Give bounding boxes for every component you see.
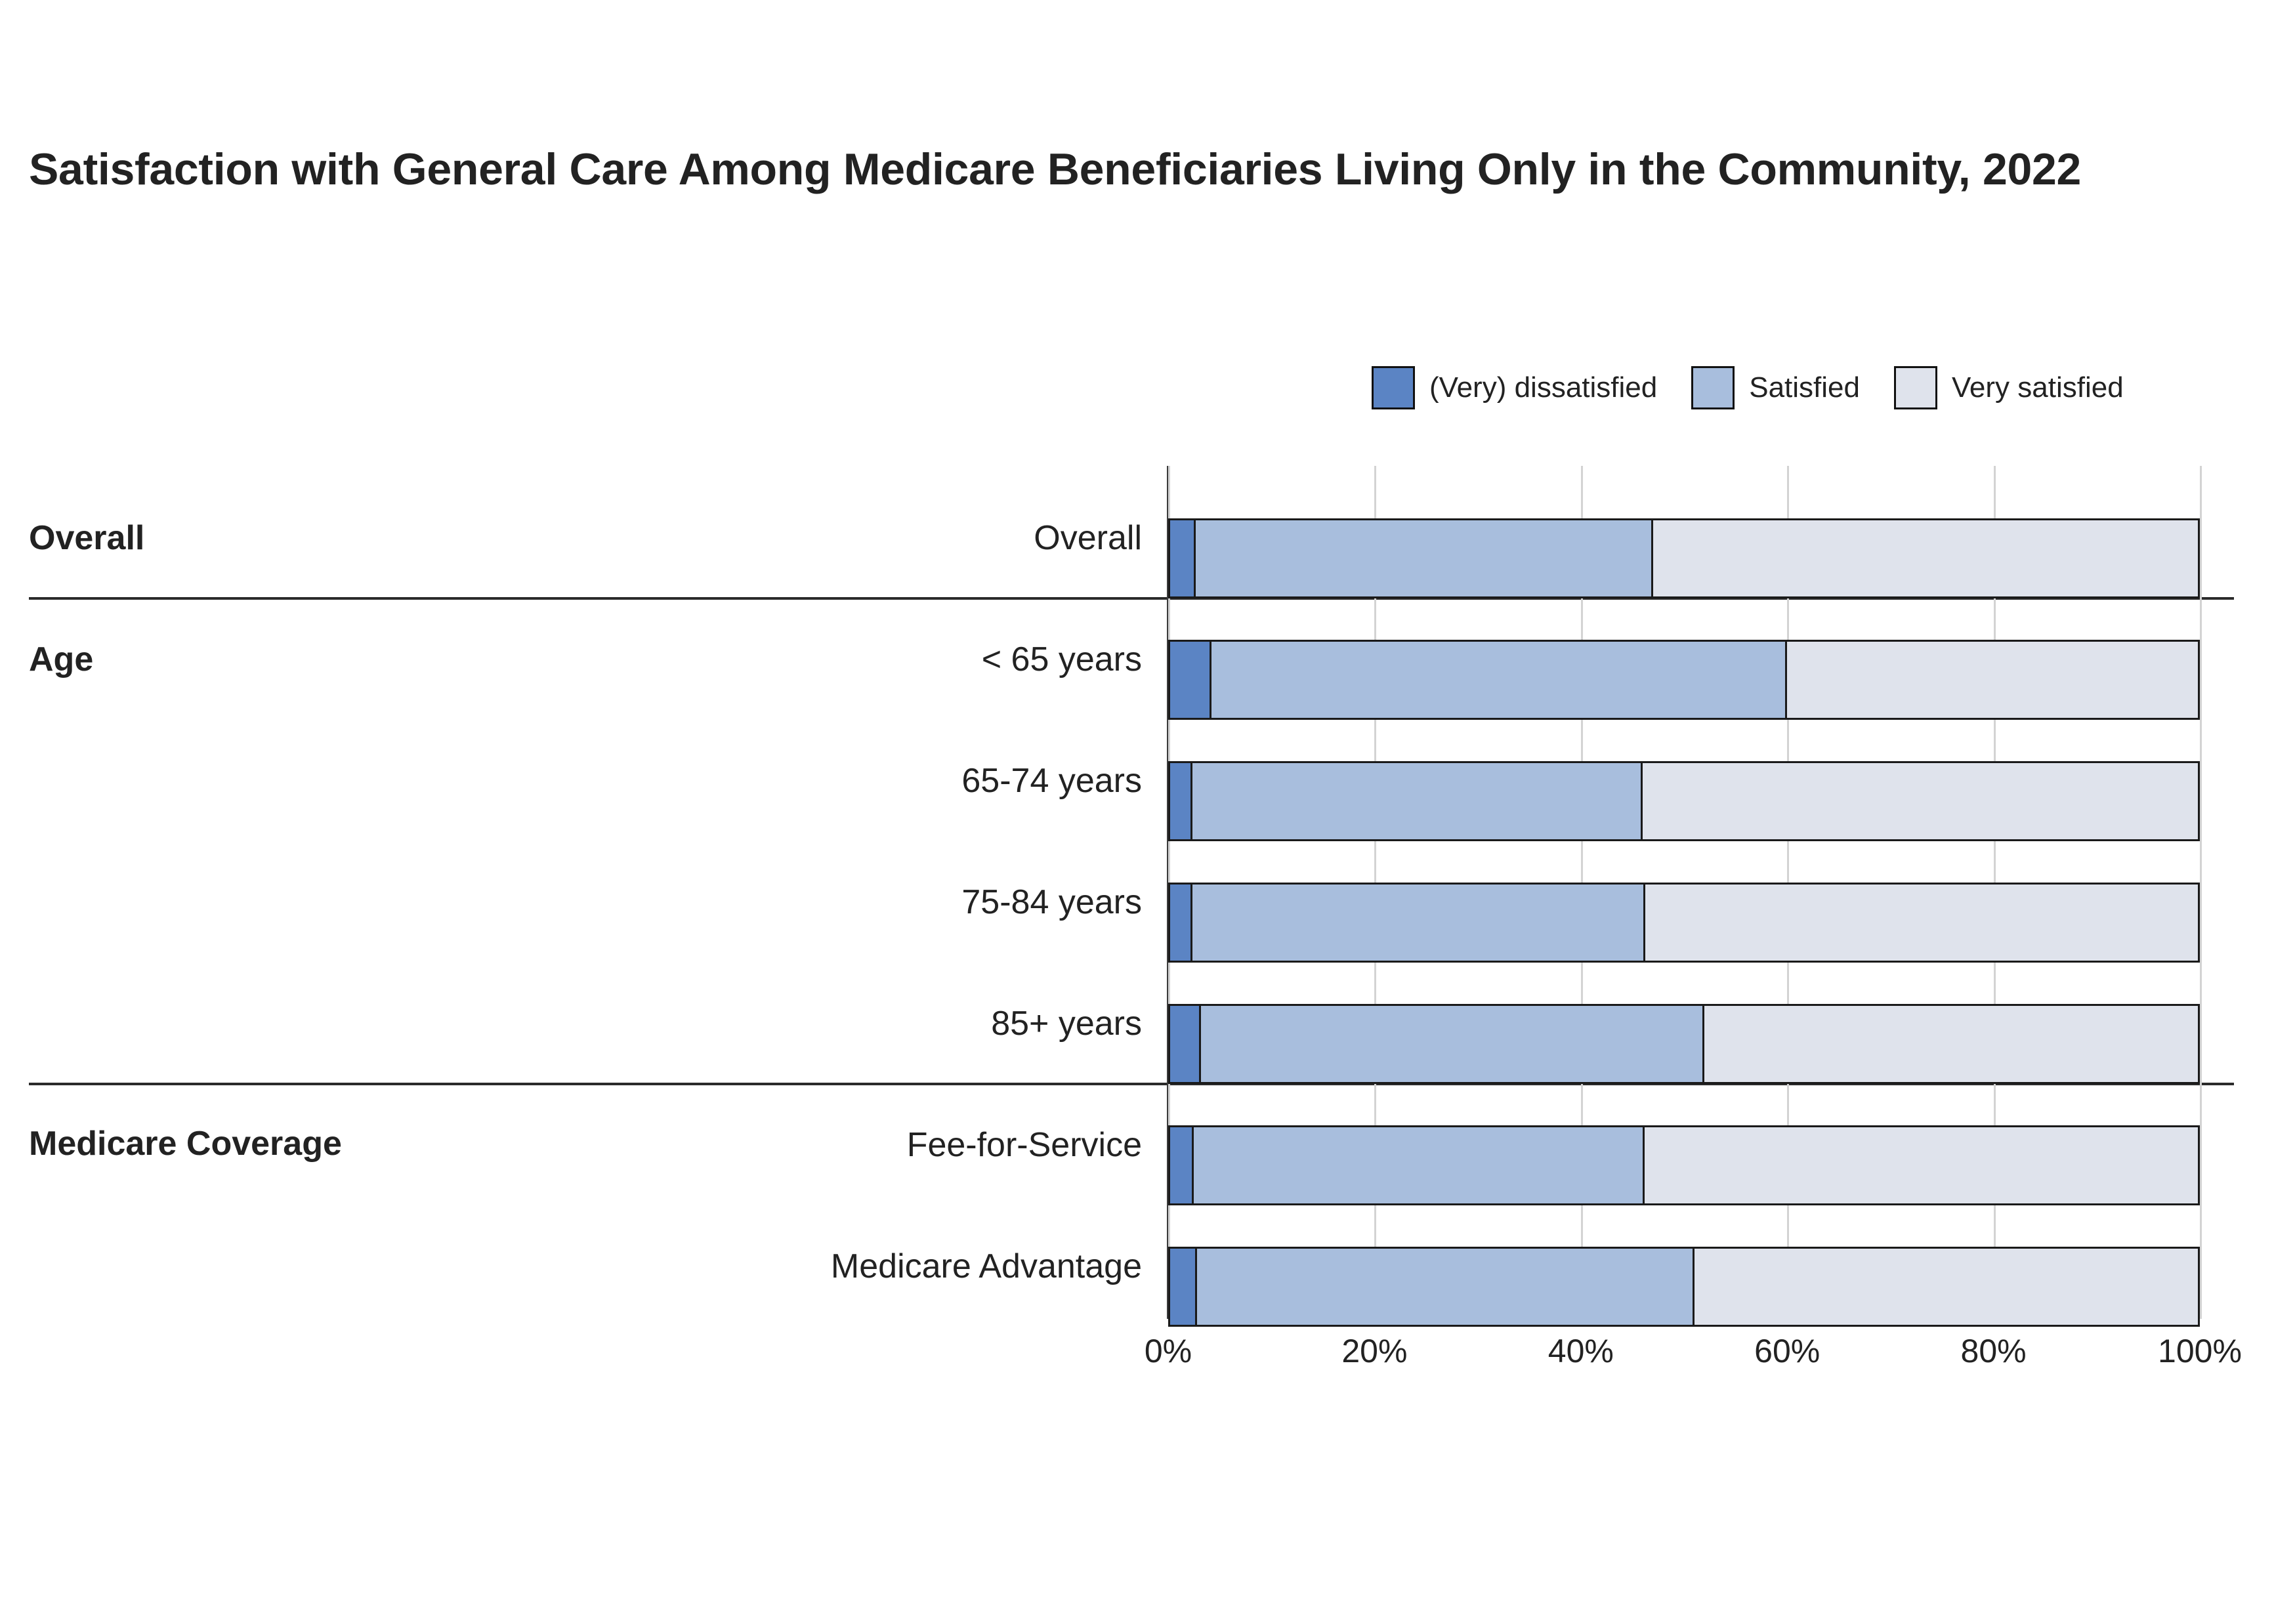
row-label-85-plus: 85+ years — [991, 1005, 1142, 1043]
group-label-medicare-coverage: Medicare Coverage — [29, 1125, 342, 1163]
legend-swatch-icon — [1894, 366, 1937, 409]
bar-segment — [1170, 1006, 1201, 1082]
bar-segment — [1170, 763, 1192, 839]
bar-segment — [1201, 1006, 1704, 1082]
row-label-medicare-advantage: Medicare Advantage — [830, 1247, 1142, 1285]
legend-label: Very satisfied — [1952, 371, 2124, 404]
bar-segment — [1170, 520, 1196, 596]
grid-line — [2200, 466, 2202, 1319]
bar-row — [1168, 1247, 2200, 1327]
bar-segment — [1197, 1249, 1695, 1325]
bar-segment — [1170, 642, 1211, 718]
bar-segment — [1170, 1127, 1194, 1203]
x-tick-label: 80% — [1960, 1333, 2027, 1369]
bar-segment — [1196, 520, 1653, 596]
legend-item-satisfied — [1691, 366, 1860, 409]
bar-segment — [1643, 763, 2198, 839]
x-tick-label: 20% — [1341, 1333, 1408, 1369]
bar-segment — [1211, 642, 1787, 718]
x-tick-label: 40% — [1548, 1333, 1614, 1369]
bar-segment — [1170, 885, 1192, 961]
bar-segment — [1704, 1006, 2198, 1082]
bar-segment — [1787, 642, 2198, 718]
legend-label: (Very) dissatisfied — [1429, 371, 1658, 404]
bar-row — [1168, 640, 2200, 720]
row-label-75-84: 75-84 years — [961, 883, 1142, 921]
plot-area — [1168, 466, 2200, 1319]
bar-segment — [1192, 763, 1643, 839]
legend-item-dissatisfied — [1372, 366, 1657, 409]
bar-segment — [1653, 520, 2198, 596]
bar-segment — [1192, 885, 1645, 961]
row-label-fee-for-service: Fee-for-Service — [906, 1126, 1142, 1164]
row-label-overall: Overall — [1034, 519, 1142, 557]
x-tick-label: 100% — [2158, 1333, 2242, 1369]
group-label-overall: Overall — [29, 519, 145, 557]
x-tick-label: 0% — [1144, 1333, 1192, 1369]
legend-swatch-icon — [1372, 366, 1415, 409]
bar-row — [1168, 1125, 2200, 1205]
x-tick-label: 60% — [1754, 1333, 1821, 1369]
bar-row — [1168, 518, 2200, 598]
bar-segment — [1645, 885, 2199, 961]
legend-label: Satisfied — [1749, 371, 1860, 404]
bar-row — [1168, 761, 2200, 841]
group-label-age: Age — [29, 640, 94, 678]
bar-row — [1168, 1004, 2200, 1084]
legend-item-very-satisfied — [1894, 366, 2124, 409]
bar-segment — [1695, 1249, 2198, 1325]
chart-legend — [1372, 366, 2124, 409]
row-label-under-65: < 65 years — [981, 640, 1142, 678]
bar-segment — [1645, 1127, 2198, 1203]
x-axis-tick-labels — [0, 1332, 2274, 1378]
bar-row — [1168, 883, 2200, 963]
row-label-65-74: 65-74 years — [961, 762, 1142, 800]
legend-swatch-icon — [1691, 366, 1735, 409]
bar-segment — [1170, 1249, 1197, 1325]
chart-title: Satisfaction with General Care Among Medicare Beneficiaries Living Only in the Community, 2022 — [29, 144, 2082, 194]
bar-segment — [1194, 1127, 1645, 1203]
